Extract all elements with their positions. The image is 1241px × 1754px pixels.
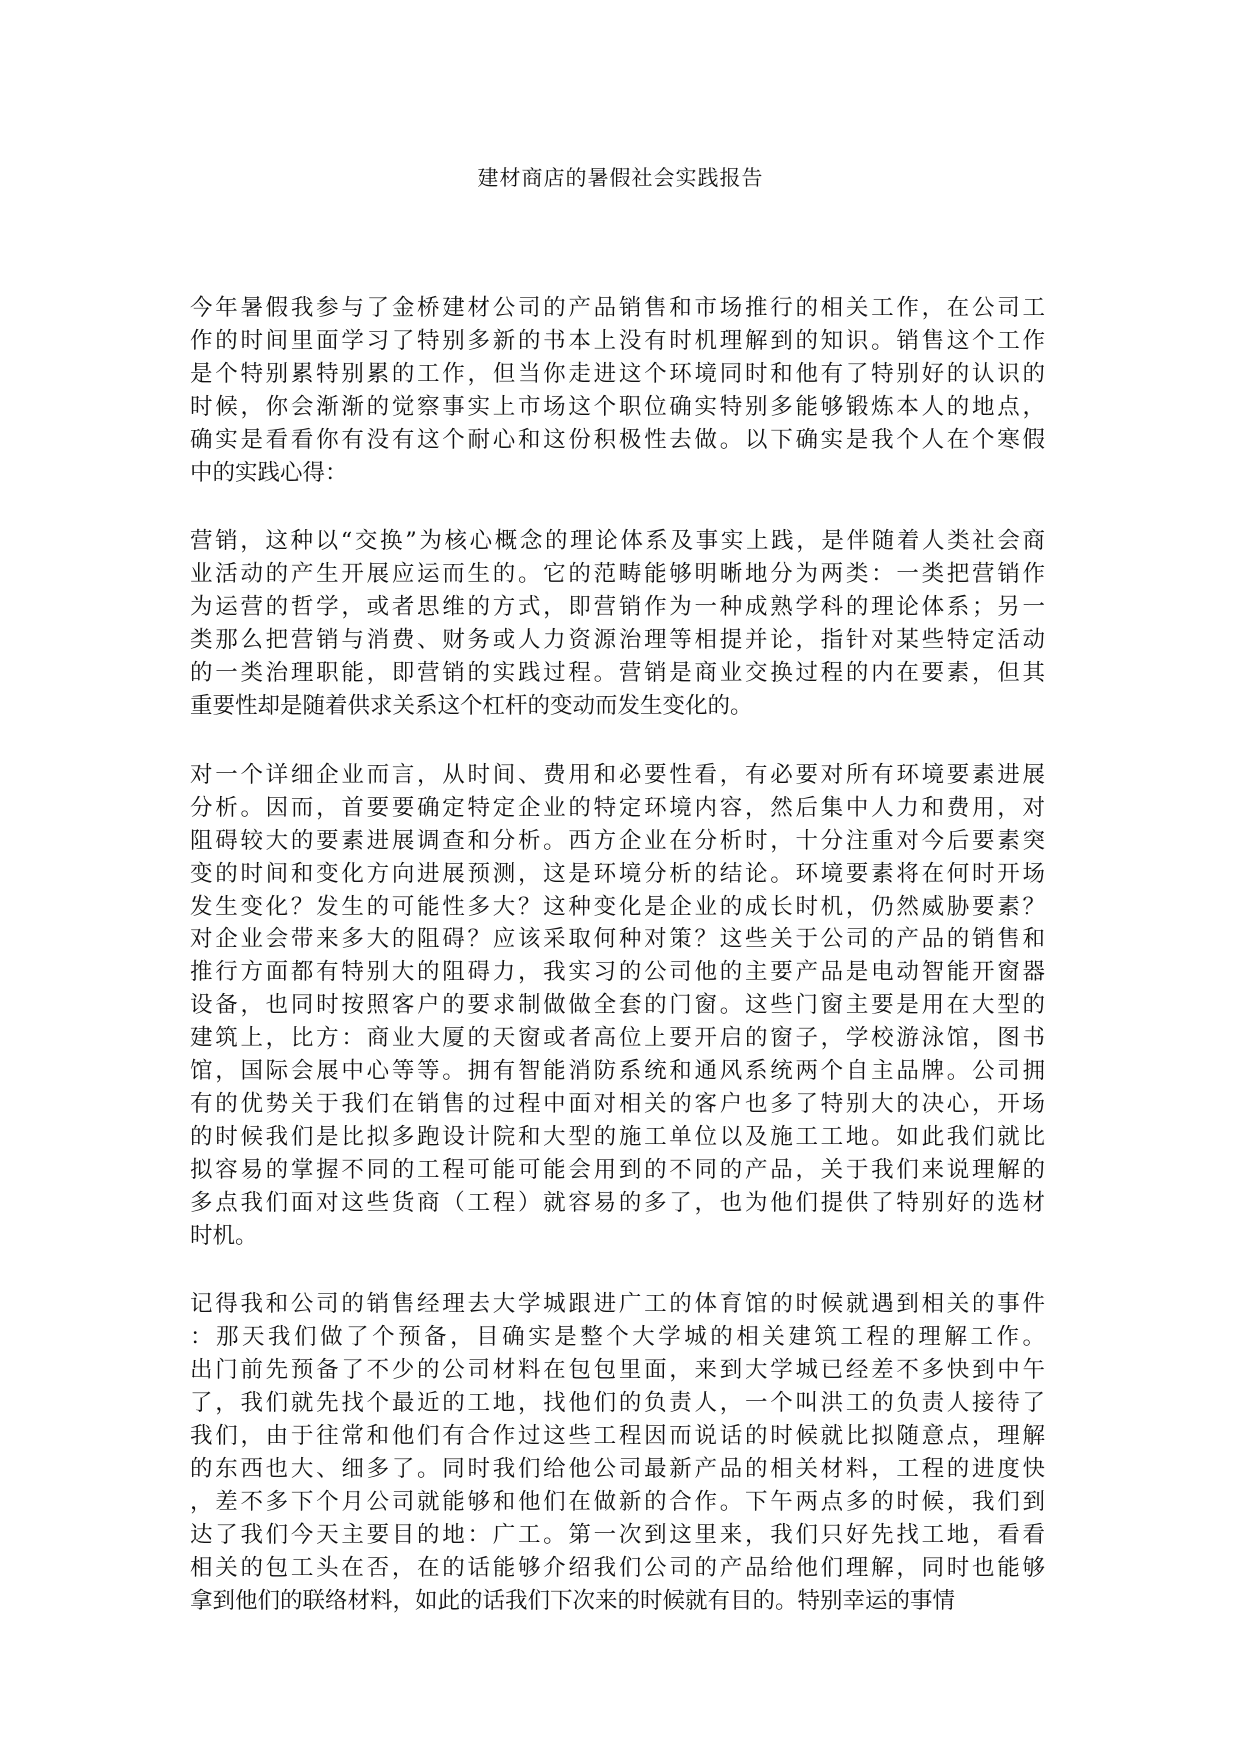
paragraph-line: 馆，国际会展中心等等。拥有智能消防系统和通风系统两个自主品牌。公司拥 (190, 1058, 1045, 1085)
paragraph-line: 业活动的产生开展应运而生的。它的范畴能够明晰地分为两类：一类把营销作 (190, 561, 1045, 588)
paragraph-line: 了，我们就先找个最近的工地，找他们的负责人，一个叫洪工的负责人接待了 (190, 1390, 1045, 1417)
paragraph-line: 的时候我们是比拟多跑设计院和大型的施工单位以及施工工地。如此我们就比 (190, 1123, 1045, 1150)
paragraph-line: 多点我们面对这些货商（工程）就容易的多了，也为他们提供了特别好的选材 (190, 1189, 1045, 1216)
paragraph-line: 拟容易的掌握不同的工程可能可能会用到的不同的产品，关于我们来说理解的 (190, 1156, 1045, 1183)
paragraph-line: ：那天我们做了个预备，目确实是整个大学城的相关建筑工程的理解工作。 (190, 1324, 1045, 1351)
paragraph-line: 推行方面都有特别大的阻碍力，我实习的公司他的主要产品是电动智能开窗器 (190, 959, 1045, 986)
paragraph-line: 重要性却是随着供求关系这个杠杆的变动而发生变化的。 (190, 692, 753, 719)
document-body (190, 292, 1045, 1654)
paragraph-line: 时机。 (190, 1222, 258, 1249)
paragraph-line: 相关的包工头在否，在的话能够介绍我们公司的产品给他们理解，同时也能够 (190, 1554, 1045, 1581)
paragraph-line: 达了我们今天主要目的地：广工。第一次到这里来，我们只好先找工地，看看 (190, 1521, 1045, 1548)
paragraph-line: 分析。因而，首要要确定特定企业的特定环境内容，然后集中人力和费用，对 (190, 794, 1045, 821)
paragraph-line: 阻碍较大的要素进展调查和分析。西方企业在分析时，十分注重对今后要素突 (190, 827, 1045, 854)
paragraph-line: 发生变化？发生的可能性多大？这种变化是企业的成长时机，仍然威胁要素？ (190, 893, 1045, 920)
paragraph-line: 今年暑假我参与了金桥建材公司的产品销售和市场推行的相关工作，在公司工 (190, 295, 1045, 321)
paragraph-line: 的东西也大、细多了。同时我们给他公司最新产品的相关材料，工程的进度快 (190, 1456, 1045, 1482)
paragraph-line: 中的实践心得： (190, 459, 348, 486)
body-paragraph (190, 525, 1045, 722)
paragraph-line: 确实是看看你有没有这个耐心和这份积极性去做。以下确实是我个人在个寒假 (190, 426, 1045, 453)
body-paragraph (190, 1288, 1045, 1617)
body-paragraph (190, 292, 1045, 489)
paragraph-line: ，差不多下个月公司就能够和他们在做新的合作。下午两点多的时候，我们到 (190, 1488, 1045, 1515)
paragraph-line: 对企业会带来多大的阻碍？应该采取何种对策？这些关于公司的产品的销售和 (190, 926, 1045, 953)
paragraph-line: 建筑上，比方：商业大厦的天窗或者高位上要开启的窗子，学校游泳馆，图书 (190, 1025, 1045, 1052)
paragraph-line: 为运营的哲学，或者思维的方式，即营销作为一种成熟学科的理论体系；另一 (190, 594, 1045, 621)
paragraph-line: 的一类治理职能，即营销的实践过程。营销是商业交换过程的内在要素，但其 (190, 660, 1045, 687)
body-paragraph (190, 759, 1045, 1253)
paragraph-line: 出门前先预备了不少的公司材料在包包里面，来到大学城已经差不多快到中午 (190, 1357, 1045, 1384)
paragraph-line: 类那么把营销与消费、财务或人力资源治理等相提并论，指针对某些特定活动 (190, 627, 1045, 654)
document-title: 建材商店的暑假社会实践报告 (477, 166, 764, 190)
paragraph-line: 是个特别累特别累的工作，但当你走进这个环境同时和他有了特别好的认识的 (190, 360, 1045, 387)
paragraph-line: 对一个详细企业而言，从时间、费用和必要性看，有必要对所有环境要素进展 (190, 761, 1045, 788)
paragraph-line: 作的时间里面学习了特别多新的书本上没有时机理解到的知识。销售这个工作 (190, 327, 1045, 354)
paragraph-line: 我们，由于往常和他们有合作过这些工程因而说话的时候就比拟随意点，理解 (190, 1423, 1045, 1450)
paragraph-line: 有的优势关于我们在销售的过程中面对相关的客户也多了特别大的决心，开场 (190, 1090, 1045, 1117)
paragraph-line: 时候，你会渐渐的觉察事实上市场这个职位确实特别多能够锻炼本人的地点， (190, 393, 1045, 420)
paragraph-line: 营销，这种以“交换”为核心概念的理论体系及事实上践，是伴随着人类社会商 (190, 528, 1045, 555)
paragraph-line: 拿到他们的联络材料，如此的话我们下次来的时候就有目的。特别幸运的事情 (190, 1587, 956, 1614)
paragraph-line: 变的时间和变化方向进展预测，这是环境分析的结论。环境要素将在何时开场 (190, 860, 1045, 887)
paragraph-line: 设备，也同时按照客户的要求制做做全套的门窗。这些门窗主要是用在大型的 (190, 992, 1045, 1019)
paragraph-line: 记得我和公司的销售经理去大学城跟进广工的体育馆的时候就遇到相关的事件 (190, 1291, 1045, 1318)
